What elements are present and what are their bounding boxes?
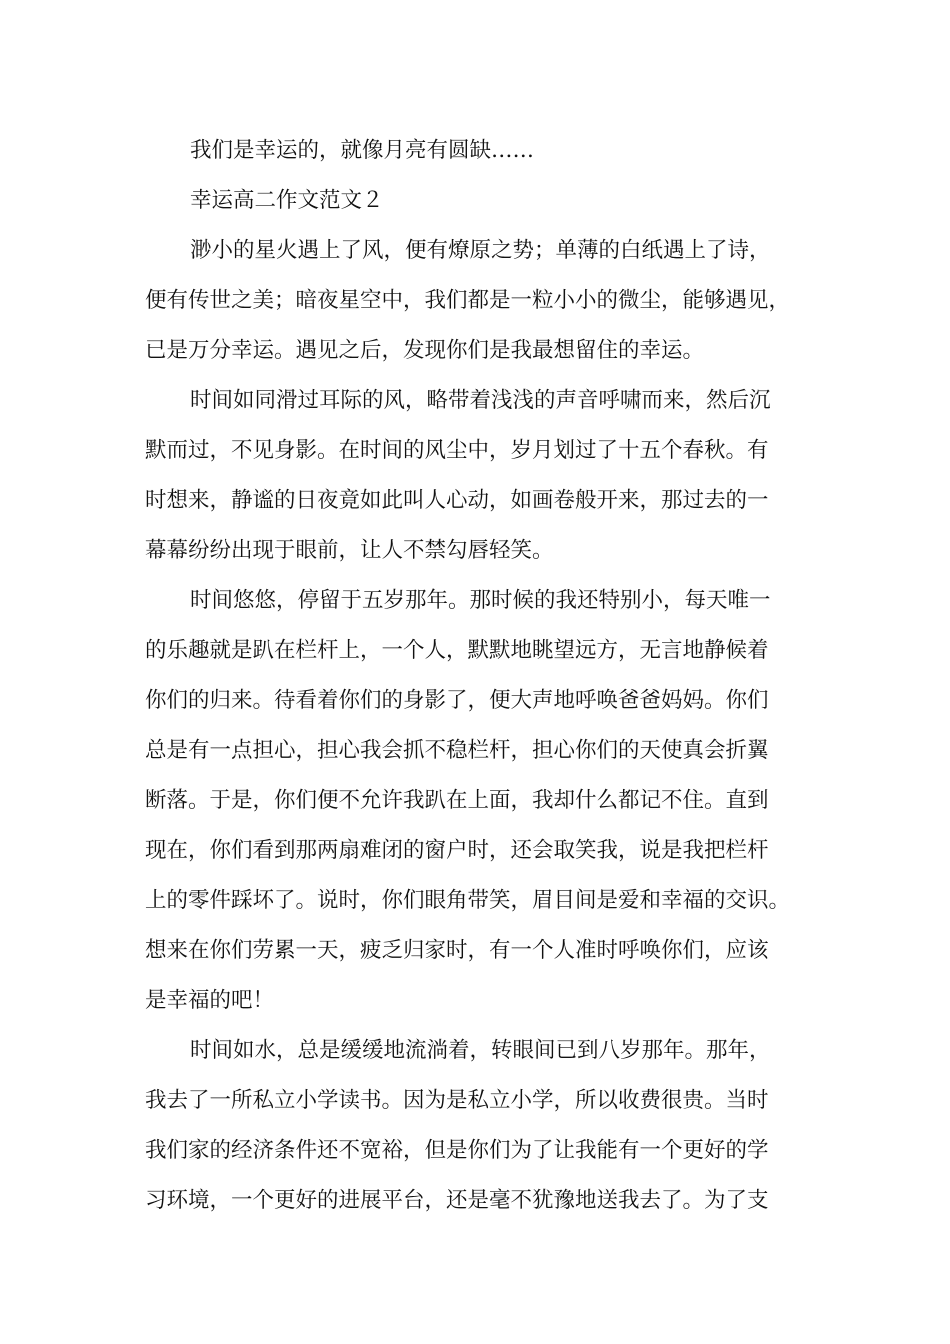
- paragraph-line: 时间如同滑过耳际的风，略带着浅浅的声音呼啸而来，然后沉: [190, 388, 771, 413]
- paragraph: [145, 1026, 825, 1226]
- paragraph-line: 便有传世之美；暗夜星空中，我们都是一粒小小的微尘，能够遇见，: [145, 288, 791, 313]
- paragraph-line: 时想来，静谧的日夜竟如此叫人心动，如画卷般开来，那过去的一: [145, 488, 769, 513]
- paragraph-line: 时间悠悠，停留于五岁那年。那时候的我还特别小，每天唯一: [190, 588, 771, 613]
- paragraph-line: 渺小的星火遇上了风，便有燎原之势；单薄的白纸遇上了诗，: [190, 238, 771, 263]
- paragraph-line: 想来在你们劳累一天，疲乏归家时，有一个人准时呼唤你们，应该: [145, 938, 769, 963]
- paragraph-line: 时间如水，总是缓缓地流淌着，转眼间已到八岁那年。那年，: [190, 1038, 771, 1063]
- paragraph-line: 幕幕纷纷出现于眼前，让人不禁勾唇轻笑。: [145, 538, 554, 563]
- paragraph-line: 习环境，一个更好的进展平台，还是毫不犹豫地送我去了。为了支: [145, 1188, 769, 1213]
- paragraph-line: 总是有一点担心，担心我会抓不稳栏杆，担心你们的天使真会折翼: [145, 738, 769, 763]
- document-body: [145, 126, 825, 1226]
- paragraph-line: 上的零件踩坏了。说时，你们眼角带笑，眉目间是爱和幸福的交识。: [145, 888, 791, 913]
- paragraph-line: 已是万分幸运。遇见之后，发现你们是我最想留住的幸运。: [145, 338, 705, 363]
- paragraph-line: 你们的归来。待看着你们的身影了，便大声地呼唤爸爸妈妈。你们: [145, 688, 769, 713]
- paragraph-line: 的乐趣就是趴在栏杆上，一个人，默默地眺望远方，无言地静候着: [145, 638, 769, 663]
- paragraph: [145, 376, 825, 576]
- intro-line: 我们是幸运的，就像月亮有圆缺……: [190, 138, 535, 163]
- paragraph-line: 我们家的经济条件还不宽裕，但是你们为了让我能有一个更好的学: [145, 1138, 769, 1163]
- paragraph-line: 我去了一所私立小学读书。因为是私立小学，所以收费很贵。当时: [145, 1088, 769, 1113]
- paragraph-line: 现在，你们看到那两扇难闭的窗户时，还会取笑我，说是我把栏杆: [145, 838, 769, 863]
- paragraph: [145, 576, 825, 1026]
- paragraph-line: 断落。于是，你们便不允许我趴在上面，我却什么都记不住。直到: [145, 788, 769, 813]
- paragraph: [145, 226, 825, 376]
- paragraph-line: 是幸福的吧！: [145, 988, 275, 1013]
- section-title: 幸运高二作文范文２: [190, 188, 384, 213]
- paragraph-line: 默而过，不见身影。在时间的风尘中，岁月划过了十五个春秋。有: [145, 438, 769, 463]
